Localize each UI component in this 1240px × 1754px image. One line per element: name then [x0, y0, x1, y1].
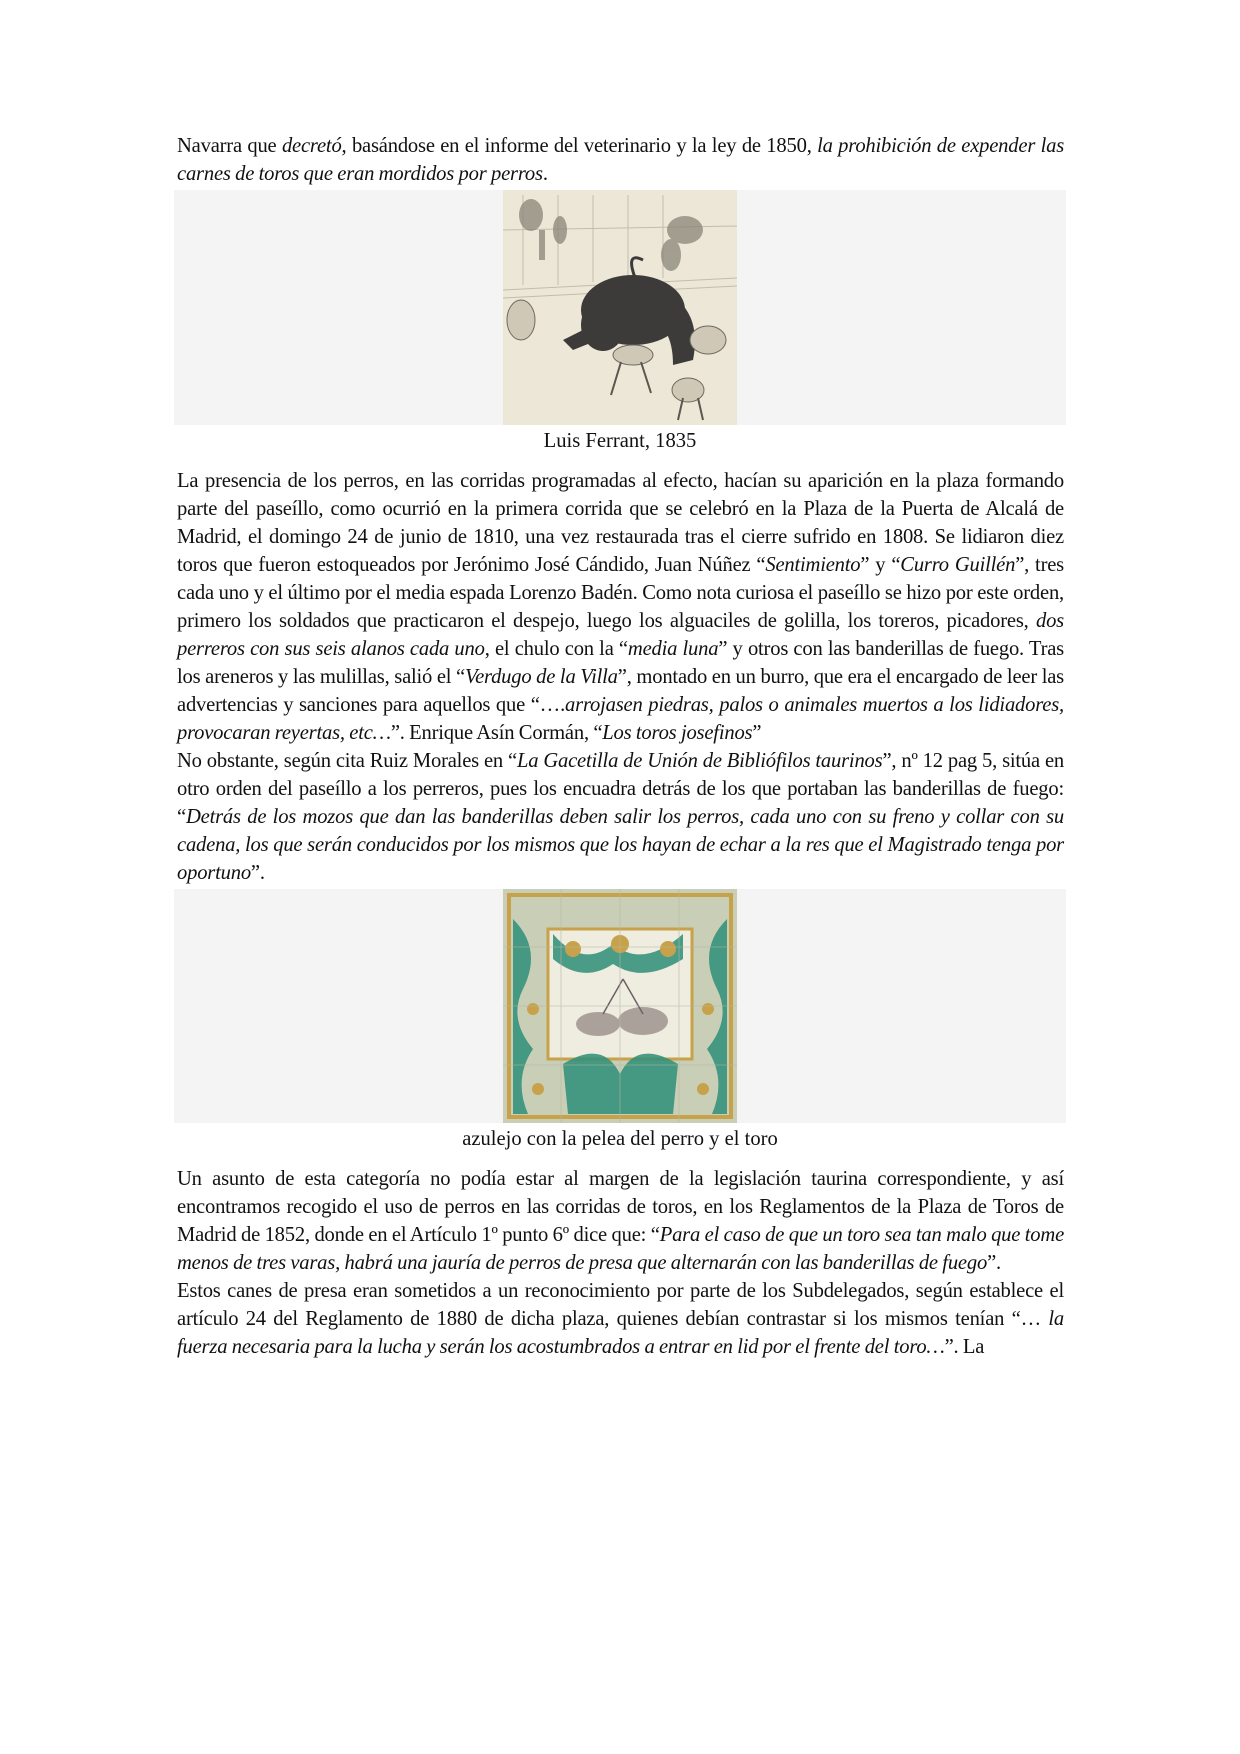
italic-run: Curro Guillén — [900, 554, 1016, 576]
italic-run: la prohibición de expender las carnes de toros que eran mordidos por perros — [177, 135, 1065, 185]
italic-run: Los toros josefinos — [602, 722, 753, 744]
paragraph-3 — [174, 747, 1066, 887]
figure-1-image — [503, 190, 737, 425]
italic-run: Para el caso de que un toro sea tan malo que tome menos de tres varas, habrá una jauría de perros de presa que alternarán con las banderillas de fuego — [177, 1224, 1065, 1274]
text-run: Navarra que — [177, 135, 282, 157]
italic-run: Sentimiento — [765, 554, 861, 576]
italic-run: dos perreros con sus seis alanos cada uno — [177, 610, 1064, 660]
text-run: ” — [752, 722, 762, 744]
text-run: Un asunto de esta categoría no podía estar al margen de la legislación taurina correspondiente, y así encontramos recogido el uso de perros en las corridas de toros, en los Reglamentos de la Plaza de Toros de Madrid de 1852, donde en el Artículo 1º punto 6º dice que: “ — [177, 1168, 1064, 1246]
figure-1-caption: Luis Ferrant, 1835 — [543, 430, 697, 452]
italic-run: Verdugo de la Villa — [464, 666, 618, 688]
text-run: Estos canes de presa eran sometidos a un reconocimiento por parte de los Subdelegados, según establece el artículo 24 del Reglamento de 1880 de dicha plaza, quienes debían contrastar si los mismos tenían “… — [177, 1280, 1064, 1330]
figure-2-band — [174, 889, 1066, 1123]
text-run: La presencia de los perros, en las corridas programadas al efecto, hacían su aparición en la plaza formando parte del paseíllo, como ocurrió en la primera corrida que se celebró en la Plaza de la Puerta de Alcalá de Madrid, el domingo 24 de junio de 1810, una vez restaurada tras el cierre sufrido en 1808. Se lidiaron diez toros que fueron estoqueados por Jerónimo José Cándido, Juan Núñez “ — [177, 470, 1064, 576]
italic-run: Detrás de los mozos que dan las banderillas deben salir los perros, cada uno con su freno y collar con su cadena, los que serán conducidos por los mismos que los hayan de echar a la res que el Magistrado tenga por oportuno — [177, 806, 1064, 884]
text-run: ”, montado en un burro, que era el encargado de leer las advertencias y sanciones para aquellos que “…. — [177, 666, 1064, 716]
text-run: , basándose en el informe del veterinario y la ley de 1850, — [341, 135, 818, 157]
figure-1-band — [174, 190, 1066, 425]
text-run: ”, nº 12 pag 5, sitúa en otro orden del paseíllo a los perreros, pues los encuadra detrás de los que portaban las banderillas de fuego: “ — [177, 750, 1065, 828]
text-run: No obstante, según cita Ruiz Morales en “ — [177, 750, 517, 772]
italic-run: la fuerza necesaria para la lucha y serán los acostumbrados a entrar en lid por el frente del toro… — [177, 1308, 1064, 1358]
paragraph-4 — [174, 1165, 1066, 1277]
text-run: ” y otros con las banderillas de fuego. Tras los areneros y las mulillas, salió el “ — [177, 638, 1064, 688]
bull-and-dogs-engraving — [503, 190, 737, 425]
italic-run: decretó — [281, 135, 342, 157]
paragraph-2 — [174, 467, 1066, 747]
italic-run: arrojasen piedras, palos o animales muertos a los lidiadores, provocaran reyertas, etc… — [177, 694, 1065, 744]
text-run: ” y “ — [860, 554, 901, 576]
figure-2-caption: azulejo con la pelea del perro y el toro — [462, 1128, 778, 1150]
text-run: ”. — [987, 1252, 1001, 1274]
text-run: ”, tres cada uno y el último por el media espada Lorenzo Badén. Como nota curiosa el paseíllo se hizo por este orden, primero los soldados que practicaron el despejo, luego los alguaciles de golilla, los toreros, picadores, — [177, 554, 1064, 632]
italic-run: La Gacetilla de Unión de Bibliófilos taurinos — [516, 750, 883, 772]
text-run: ”. — [250, 862, 265, 884]
document-page — [174, 0, 1066, 1401]
text-run: , el chulo con la “ — [484, 638, 628, 660]
text-run: ”. La — [944, 1336, 985, 1358]
text-run: . — [542, 163, 548, 185]
paragraph-5 — [174, 1277, 1066, 1361]
paragraph-1 — [174, 132, 1066, 188]
figure-2-image — [503, 889, 737, 1123]
azulejo-tile-panel — [503, 889, 737, 1123]
text-run: ”. Enrique Asín Cormán, “ — [390, 722, 603, 744]
italic-run: media luna — [627, 638, 719, 660]
